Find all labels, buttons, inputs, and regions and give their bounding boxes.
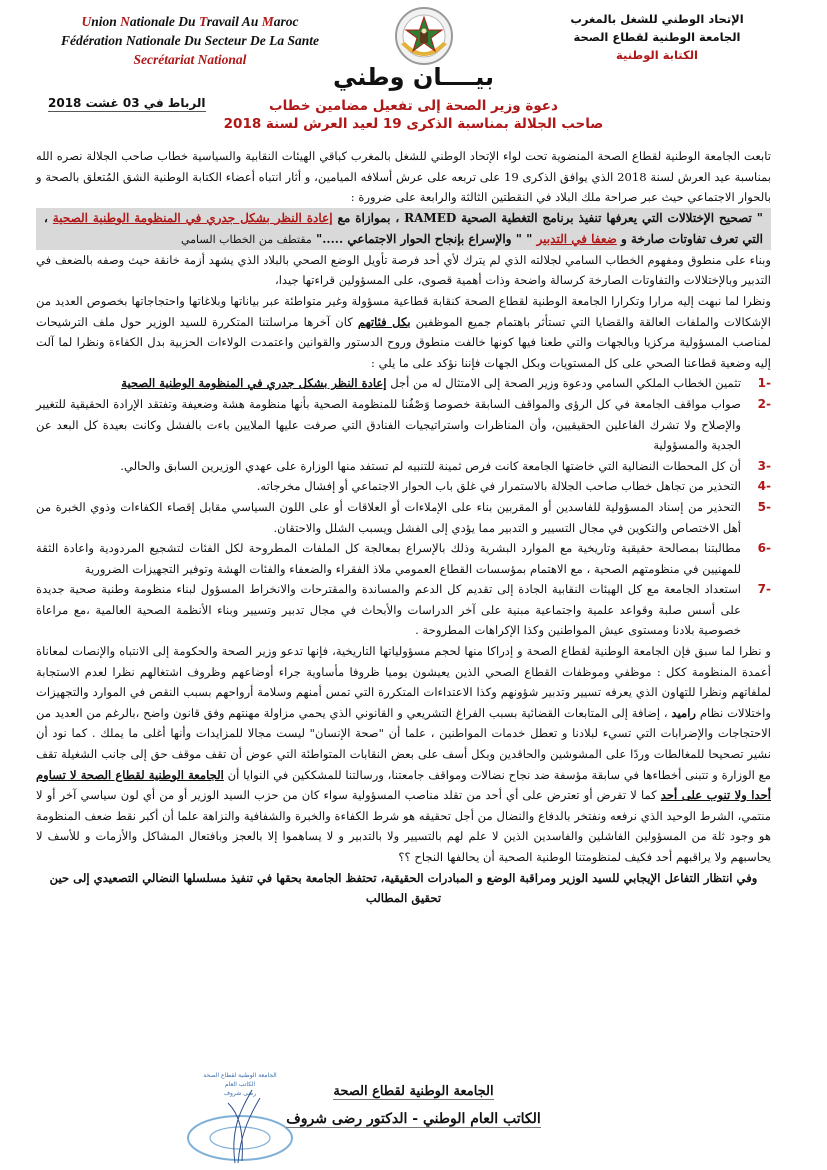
paragraph-4: [36, 641, 771, 868]
item-text: التحذير من إسناد المسؤولية للفاسدين أو المقربين بناء على الإملاءات أو العلاقات أو على اللون السياسي مقابل إقصاء الكفاءات وذوي الخبرة من أهل الاختصاص والتكوين في مجال التسيير و التدبير مما يؤدي إلى الفشل ويسبب الشلل والاحتقان.: [36, 499, 741, 535]
intro-paragraph: تابعت الجامعة الوطنية لقطاع الصحة المنضوية تحت لواء الإتحاد الوطني للشغل بالمغرب كباقي الهيئات النقابية والسياسية خطاب صاحب الجلالة نصره الله بمناسبة عيد العرش لسنة 2018 الذي يوافق الذكرى 19 على تربعه على عرش أسلافه الميامين، و أثار انتباه أعضاء الكتابة الوطنية الشق المُتعلق بالصحة و بالحوار الاجتماعي حيث عبر صراحة ملك البلاد في النقطتين الثالثة والرابعة على ضرورة :: [36, 149, 772, 205]
list-item: [36, 538, 771, 579]
royal-speech-quote: [36, 208, 771, 250]
signature-org: الجامعة الوطنية لقطاع الصحة: [333, 1084, 494, 1099]
para4-text3: كما لا تفرض أو تعترض على أي أحد من تقلد مناصب المسؤولية سواء كان من حزب السيد الوزير أو من أي لون سياسي آخر أو لا منتمي، الشرط الوحيد الذي نرفعه ونفتخر بالدفاع والنضال من أجل تحقيقه هو شرط الكفاءة والخبرة والشفافية والنزاهة علما أن أكبر نقط ضعف المنظومة هو وجود ثلة من المسؤولين الفاشلين والفاسدين الذين لا علم لهم بالتسيير ولا بالتدبير و لا يساهموا إلا بالعجز وبافتعال المشاكل والأزمات و للأسف لا يحاسبهم ولا يراقبهم أحد فكيف لمنظومتنا الوطنية الصحية أن يحالفها النجاح ؟؟: [36, 788, 771, 864]
quote-part2: ، التي تعرف تفاوتات صارخة و: [44, 210, 763, 246]
item-text: التحذير من تجاهل خطاب صاحب الجلالة بالاستمرار في غلق باب الحوار الاجتماعي أو إفشال مخرجاته.: [256, 479, 741, 494]
header-ar-line1: الإتحاد الوطني للشغل بالمغرب: [570, 12, 744, 26]
list-item: [36, 476, 771, 497]
quote-source: مقتطف من الخطاب السامي: [181, 232, 312, 246]
paragraph-2: وبناء على منطوق ومفهوم الخطاب السامي لجلالته الذي لم يترك لأي أحد فرصة تأويل الوضع الصحي بالبلاد الذي يشهد أزمة خانقة حيث وصفه بالضعف في التدبير وبالإختلالات والتفاوتات الصارخة كرسالة واضحة وذات أهمية قصوى، على المسؤولين قراءتها جيدا،: [36, 252, 771, 288]
header-ar-line2: الجامعة الوطنية لقطاع الصحة: [573, 30, 741, 44]
para3-bold: بكل فئاتهم: [357, 314, 411, 329]
subtitle-line2: صاحب الجلالة بمناسبة الذكرى 19 لعيد العرش لسنة 2018: [223, 116, 604, 132]
para4-bold1: راميد: [671, 705, 697, 720]
header-fr-line2: Fédération Nationale Du Secteur De La Sante: [60, 33, 319, 48]
header-ar-line3: الكتابة الوطنية: [616, 48, 698, 62]
item-text: صواب مواقف الجامعة في كل الرؤى والمواقف السابقة خصوصا وَصْفُنا للمنظومة الصحية بأنها منظومة هشة وضعيفة وتفتقد الإرادة الحقيقية للتغيير والإصلاح ولا تشرك الفاعلين الحقيقيين، وأن المناظرات واستراتيجيات الفنادق التي صرفت عليها الملايين باءت بالفشل وكانت بعيدة كل البعد عن الجدية والمسؤولية: [36, 396, 741, 453]
list-item: [36, 579, 771, 641]
item-number: -6: [757, 541, 771, 556]
list-item: [36, 373, 771, 394]
item-text: تثمين الخطاب الملكي السامي ودعوة وزير الصحة إلى الامتثال له من أجل: [386, 376, 741, 391]
item-bold: إعادة النظر بشكل جدري في المنظومة الوطنية الصحية: [121, 376, 387, 391]
document-title: بيــــان وطني: [332, 63, 495, 91]
closing-statement: وفي انتظار التفاعل الإيجابي للسيد الوزير ومراقبة الوضع و المبادرات الحقيقية، تحتفظ الجامعة بحقها في تنفيذ مسلسلها النضالي التصعيدي إلى حين تحقيق المطالب: [49, 870, 758, 906]
list-item: [36, 394, 771, 456]
quote-part3: " " والإسراع بإنجاح الحوار الاجتماعي .....": [311, 231, 537, 246]
statement-body: [36, 146, 771, 909]
header-fr-letter: T: [198, 14, 207, 29]
para4-bold2: الجامعة الوطنية لقطاع الصحة لا تساوم أحدا ولا تنوب على أحد: [36, 767, 771, 803]
paragraph-3: [36, 291, 771, 373]
item-number: -1: [757, 376, 771, 391]
header-fr-line3: Secrétariat National: [133, 52, 247, 67]
subtitle-line1: دعوة وزير الصحة إلى تفعيل مضامين خطاب: [269, 98, 558, 114]
signature-name: الكاتب العام الوطني - الدكتور رضى شروف: [286, 1111, 541, 1127]
header-fr-letter: M: [261, 14, 274, 29]
quote-highlight2: ضعفا في التدبير: [536, 231, 617, 246]
header-fr-letter: ationale Du: [129, 14, 199, 29]
para4-text1: و نظرا لما سبق فإن الجامعة الوطنية لقطاع الصحة و إدراكا منها لحجم مسؤولياتها التاريخية، فإنها تدعو وزير الصحة والحكومة إلى الانتباه والإنصات لمعاناة أعمدة المنظومة ككل : موظفي وموظفات القطاع الصحي الذين يعيشون يوميا ظروفا مأساوية جراء أوضاعهم وظروف اشتغالهم نظرا لعدم الاستجابة لملفاتهم ونظرا للتهاون الذي يعرفه تسيير وتدبير شؤونهم وكذا الاعتداءات المتكررة التي تمس أمنهم وسلامة أرواحهم بسبب النقص في الموارد والتجهيزات واختلالات نظام: [36, 644, 771, 720]
para4-text2: ، إضافة إلى المتابعات القضائية بسبب الفراغ التشريعي و القانوني الذي يحمي مزاولة مهنتهم وفق قانون واضح ،بالرغم من العديد من الاحتجاجات والإضرابات التي تسيء لبلادنا و تعطل خدمات المواطنين ، علما أن "صحة الإنسان" ليست مجالا للمزايدات وأنها أغلى ما يملك . كما نود أن نشير تصحيحا للمغالطات وردًا على المشوشين والحاقدين وبكل أسف على بعض النقابات المتواطئة التي عوض أن تقف موقف حق إلى جانب الشغيلة تقف مع الوزارة و تتبنى أخطاءها في سابقة مؤسفة ضد نجاح نضالات ومواقف جامعتنا، ورسالتنا للمشككين في النوايا أن: [36, 705, 771, 782]
item-number: -4: [757, 479, 771, 494]
item-number: -3: [757, 458, 771, 473]
demands-list: [36, 373, 771, 641]
header-arabic: [547, 10, 767, 64]
header-fr-letter: ravail Au: [206, 14, 262, 29]
dateline: الرباط في 03 غشت 2018: [48, 96, 206, 110]
header-fr-letter: nion: [91, 14, 121, 29]
header-fr-letter: N: [120, 14, 130, 29]
item-number: -7: [757, 582, 771, 597]
svg-text:الكاتب العام: الكاتب العام: [224, 1081, 256, 1088]
para3-text1: ونظرا لما نبهت إليه مرارا وتكرارا الجامعة الوطنية لقطاع الصحة كنقابة قطاعية مسؤولة وغير متواطئة عبر بياناتها وبلاغاتها واحتجاجاتها بخصوص العديد من الإشكالات والملفات العالقة والقضايا التي تستأثر باهتمام جميع الموظفين: [36, 293, 772, 329]
signature-block: [0, 1080, 827, 1128]
list-item: [36, 497, 771, 538]
item-number: -5: [757, 499, 771, 514]
para3-text2: كان آخرها مراسلتنا المتكررة للسيد الوزير حول ملف الترشيحات لمناصب المسؤولية مركزيا وبالجهات والتي طعنا فيها كونها خالفت منطوق وروح الدستور والقوانين واعتمدت الولاءات الحزبية بدل الكفاءة ونظرا لما آلت إليه وضعية قطاعنا الصحي على كل المستويات وبكل الجهات فإننا نؤكد على ما يلي :: [36, 314, 771, 370]
header-french: [40, 12, 340, 69]
quote-part1: " تصحيح الإختلالات التي يعرفها تنفيذ برنامج التغطية الصحية RAMED ، بموازاة مع: [332, 210, 764, 225]
header-fr-line1: [40, 12, 340, 31]
svg-text:الجامعة الوطنية لقطاع الصحة: الجامعة الوطنية لقطاع الصحة: [203, 1072, 277, 1079]
header-fr-letter: aroc: [273, 14, 299, 29]
item-number: -2: [757, 396, 771, 411]
item-text: أن كل المحطات النضالية التي خاضتها الجامعة كانت فرص ثمينة للتنبيه لم تستفد منها الوزارة على عهدي الوزيرين السابق والحالي.: [120, 458, 741, 473]
list-item: [36, 456, 771, 477]
item-text: استعداد الجامعة مع كل الهيئات النقابية الجادة إلى تقديم كل الدعم والمساندة والمقترحات والانخراط المسؤول لبناء منظومة وطنية صحية جديدة على أسس صلبة وقواعد علمية واجتماعية مبنية على آخر الدراسات والأبحاث في مجال تدبير وتسيير وبناء الأنظمة الصحية العالمية ،مع مراعاة خصوصية بلادنا ومستوى عيش المواطنين وكذا الإكراهات المطروحة .: [36, 582, 741, 638]
header-fr-letter: U: [81, 14, 92, 29]
quote-highlight1: إعادة النظر بشكل جدري في المنظومة الوطنية الصحية: [52, 210, 333, 225]
item-text: مطالبتنا بمصالحة حقيقية وتاريخية مع الموارد البشرية وذلك بالإسراع بمعالجة كل الملفات المطروحة لكل الفئات لتشجيع المردودية واعادة الثقة للمهنيين في منظومتهم الصحية ، مع الاهتمام بمؤسسات القطاع العمومي ملاذ الفقراء والضعفاء والفئات الهشة وتوفير التجهيزات الضرورية: [36, 541, 741, 576]
svg-text:رضى شروف: رضى شروف: [223, 1090, 257, 1097]
union-emblem-icon: [393, 6, 455, 68]
document-subtitle: [180, 97, 647, 133]
